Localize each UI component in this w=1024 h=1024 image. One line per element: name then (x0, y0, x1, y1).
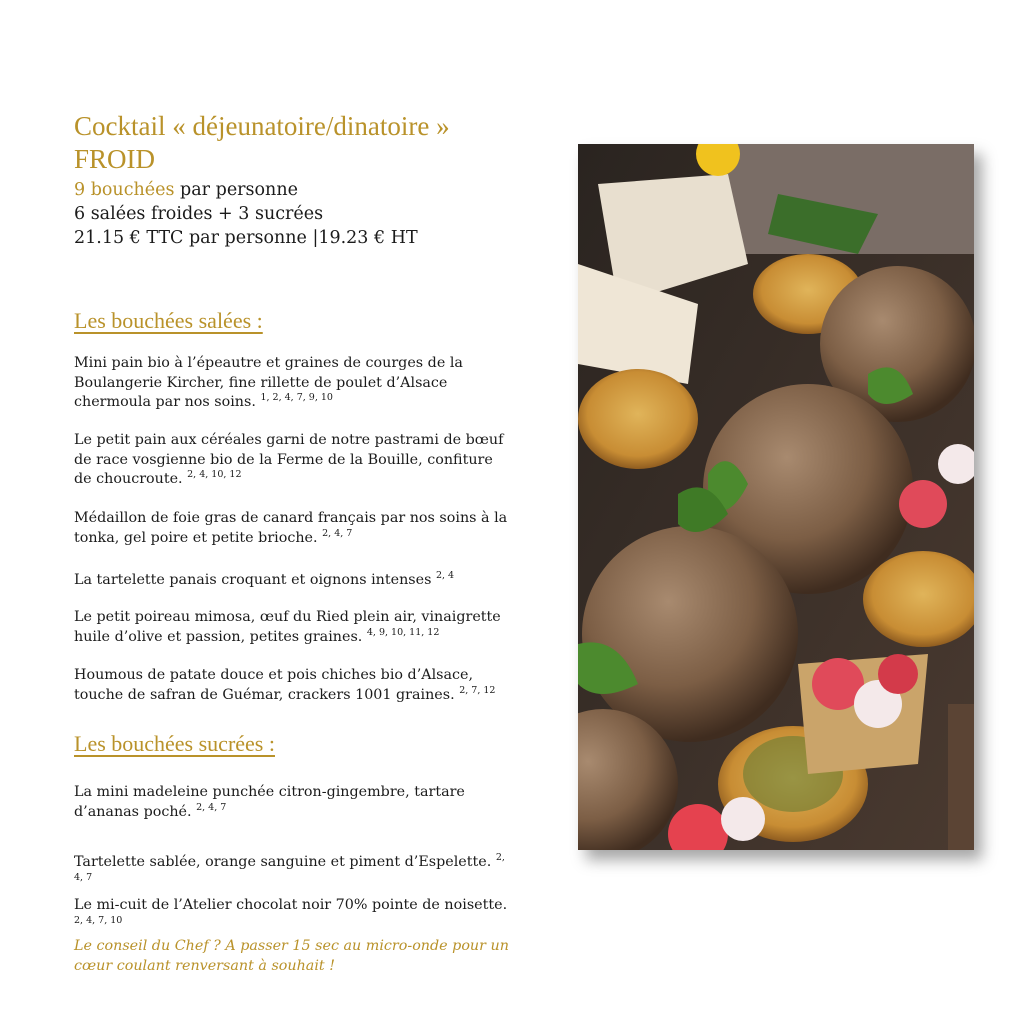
allergen-codes: 2, 4 (435, 570, 455, 582)
appetizer-platter-image (578, 144, 974, 850)
allergen-codes: 1, 2, 4, 7, 9, 10 (260, 392, 333, 404)
allergen-codes: 2, 4, 10, 12 (187, 469, 242, 481)
savory-item: Le petit pain aux céréales garni de notre pastrami de bœuf de race vosgienne bio de la Ferme de la Bouille, confiture de choucroute. $^{2, 4, 10, 12}$ (74, 432, 504, 487)
savory-item: La tartelette panais croquant et oignons intenses $^{2, 4}$ (74, 570, 455, 588)
count-rest: par personne (174, 180, 298, 200)
count-highlight: 9 bouchées (74, 180, 175, 200)
sweet-item: Tartelette sablée, orange sanguine et piment d’Espelette. $^{2, 4, 7}$ (74, 852, 505, 883)
food-photo (578, 144, 974, 850)
savory-item: Houmous de patate douce et pois chiches bio d’Alsace, touche de safran de Guémar, crackers 1001 graines. $^{2, 7, 12}$ (74, 667, 496, 703)
allergen-codes: 2, 7, 12 (459, 684, 496, 696)
page-title (74, 110, 544, 176)
composition: 6 salées froides + 3 sucrées (74, 204, 324, 224)
savory-item: Médaillon de foie gras de canard français par nos soins à la tonka, gel poire et petite brioche. $^{2, 4, 7}$ (74, 510, 508, 546)
sweet-heading: Les bouchées sucrées : (74, 731, 275, 756)
allergen-codes: 4, 9, 10, 11, 12 (366, 626, 440, 638)
intro-block (74, 178, 534, 250)
title-line-2: FROID (74, 144, 156, 174)
savory-heading: Les bouchées salées : (74, 308, 263, 333)
title-line-1: Cocktail « déjeunatoire/dinatoire » (74, 111, 450, 141)
chef-tip: Le conseil du Chef ? A passer 15 sec au micro-onde pour un cœur coulant renversant à souhait ! (74, 938, 509, 974)
price: 21.15 € TTC par personne |19.23 € HT (74, 228, 418, 248)
sweet-item: La mini madeleine punchée citron-gingembre, tartare d’ananas poché. $^{2, 4, 7}$ (74, 784, 465, 820)
savory-item: Le petit poireau mimosa, œuf du Ried plein air, vinaigrette huile d’olive et passion, petites graines. $^{4, 9, 10, 11, 12}$ (74, 609, 501, 645)
allergen-codes: 2, 4, 7 (196, 801, 227, 813)
allergen-codes: 2, 4, 7 (322, 527, 353, 539)
portion-count (74, 178, 534, 202)
savory-item: Mini pain bio à l’épeautre et graines de courges de la Boulangerie Kircher, fine rillette de poulet d’Alsace chermoula par nos soins. $^{1, 2, 4, 7, 9, 10}$ (74, 355, 463, 410)
allergen-codes: 2, 4, 7, 10 (74, 914, 123, 926)
sweet-item: Le mi-cuit de l’Atelier chocolat noir 70% pointe de noisette. $^{2, 4, 7, 10}$ (74, 897, 508, 926)
allergen-codes: 2, 4, 7 (74, 852, 505, 883)
